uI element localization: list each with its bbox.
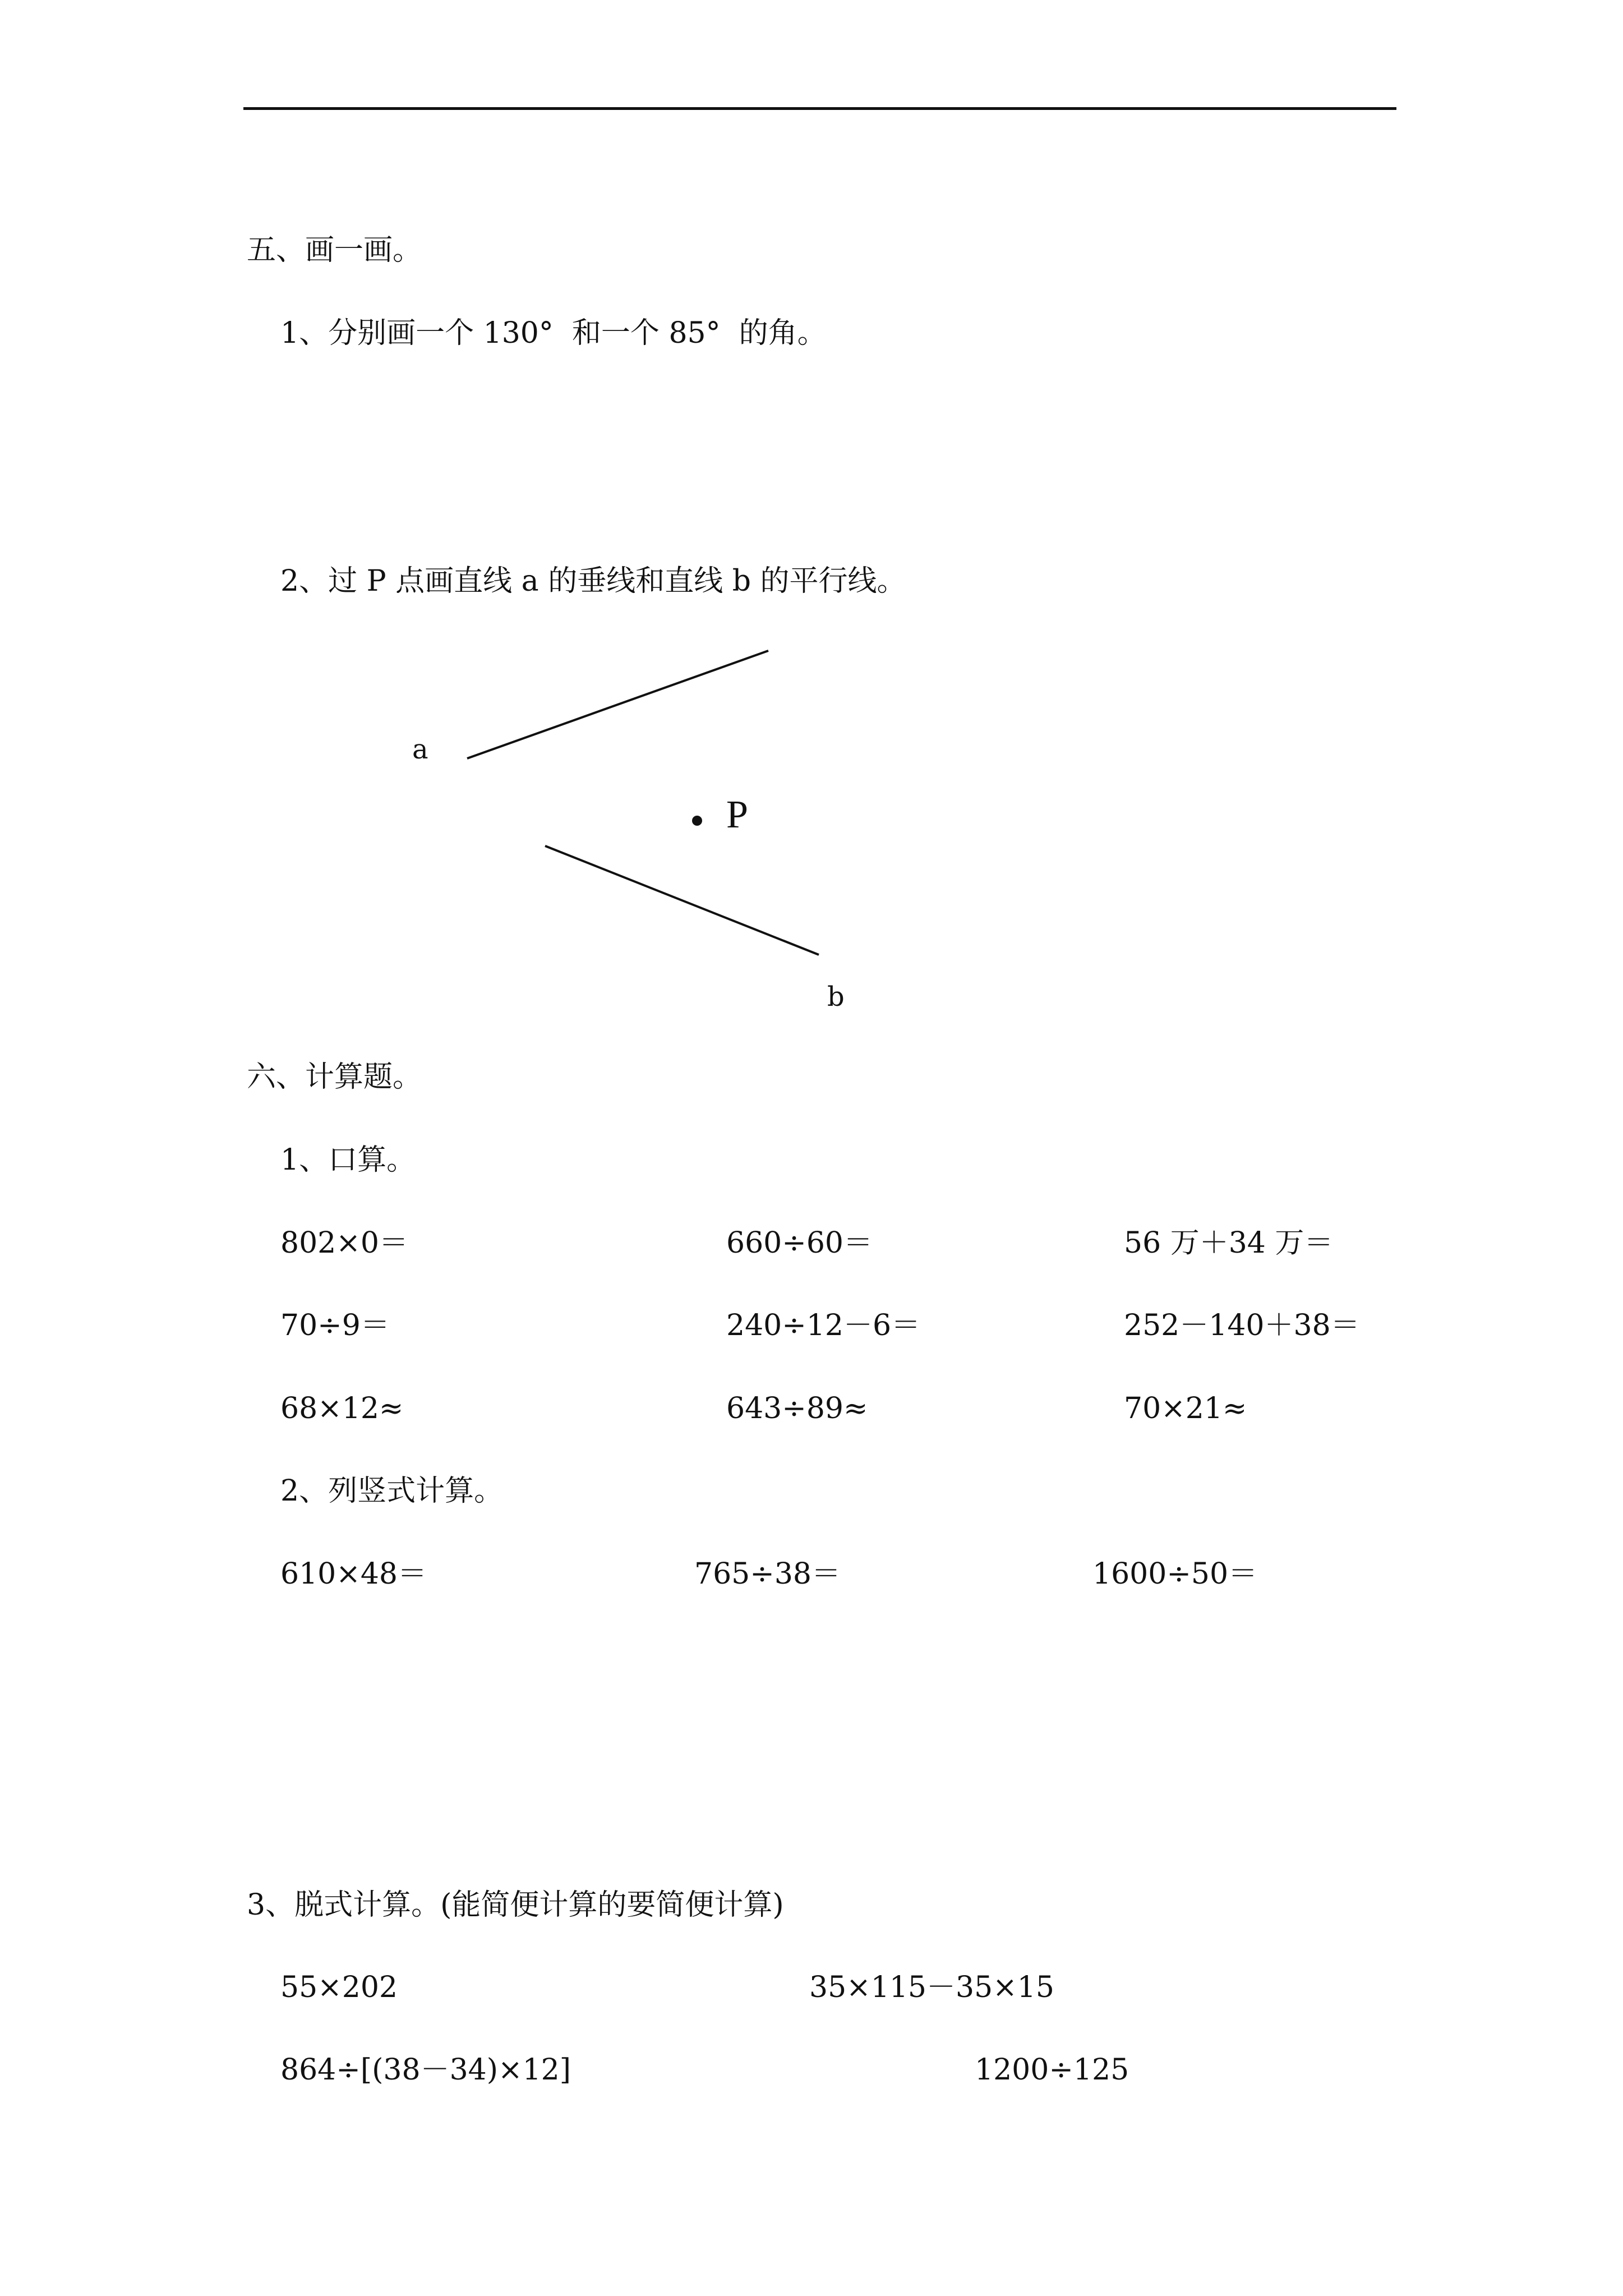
oral-item: 252－140＋38＝ — [1124, 1309, 1360, 1342]
oral-item: 70÷9＝ — [280, 1309, 390, 1342]
line-b — [545, 846, 819, 955]
stepwise-item: 864÷[(38－34)×12] — [280, 2053, 571, 2087]
oral-item: 240÷12－6＝ — [726, 1309, 921, 1342]
stepwise-item: 1200÷125 — [975, 2053, 1129, 2087]
stepwise-calc-title: 3、脱式计算。(能简便计算的要简便计算) — [247, 1888, 784, 1922]
oral-item: 660÷60＝ — [726, 1226, 873, 1260]
vertical-item: 610×48＝ — [280, 1557, 427, 1591]
vertical-calc-title: 2、列竖式计算。 — [280, 1474, 504, 1508]
line-a — [467, 651, 768, 758]
point-p — [692, 816, 702, 826]
oral-item: 70×21≈ — [1124, 1392, 1247, 1425]
oral-calc-title: 1、口算。 — [280, 1143, 416, 1177]
stepwise-item: 55×202 — [280, 1971, 398, 2004]
label-p: P — [726, 793, 748, 836]
vertical-item: 1600÷50＝ — [1092, 1557, 1258, 1591]
section6-heading: 六、计算题。 — [247, 1060, 422, 1094]
section5-question-1: 1、分别画一个 130° 和一个 85° 的角。 — [280, 316, 827, 350]
vertical-item: 765÷38＝ — [694, 1557, 841, 1591]
stepwise-item: 35×115－35×15 — [809, 1971, 1054, 2004]
oral-item: 802×0＝ — [280, 1226, 408, 1260]
label-a: a — [412, 734, 428, 765]
label-b: b — [827, 981, 845, 1013]
oral-item: 56 万＋34 万＝ — [1124, 1226, 1334, 1260]
oral-item: 68×12≈ — [280, 1392, 404, 1425]
section5-heading: 五、画一画。 — [247, 233, 422, 267]
oral-item: 643÷89≈ — [726, 1392, 868, 1425]
section5-question-2: 2、过 P 点画直线 a 的垂线和直线 b 的平行线。 — [280, 564, 906, 598]
